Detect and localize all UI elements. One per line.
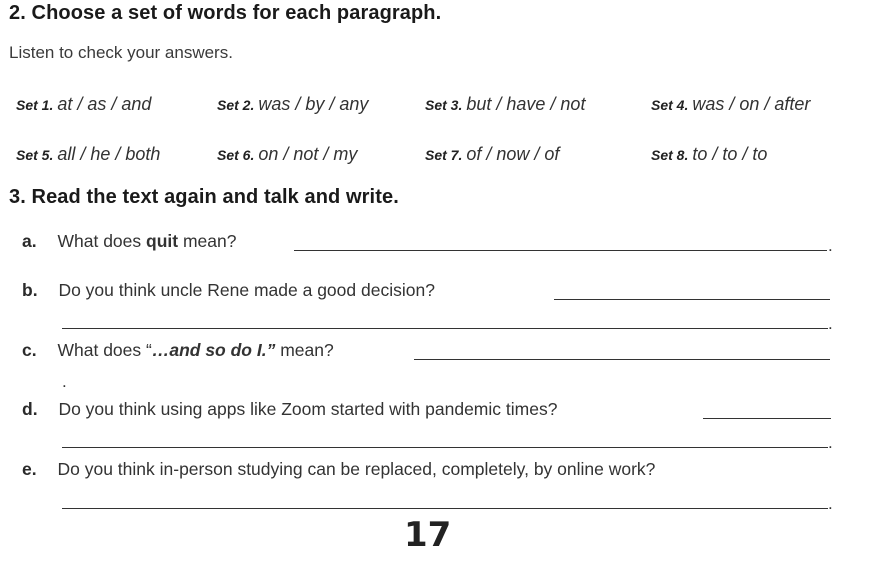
question-bold-term: quit [146, 231, 179, 251]
question-text: Do you think in-person studying can be replaced, completely, by online work? [57, 459, 656, 479]
question-a [22, 231, 236, 252]
word-set-6 [217, 144, 357, 165]
answer-line-d-1[interactable] [703, 418, 831, 419]
set-words: all / he / both [57, 144, 161, 164]
word-set-5 [16, 144, 160, 165]
answer-line-e[interactable] [62, 508, 828, 509]
word-set-1 [16, 94, 151, 115]
end-period: . [828, 236, 833, 255]
set-label: Set 2. [217, 97, 255, 113]
set-words: on / not / my [258, 144, 358, 164]
answer-line-d-2[interactable] [62, 447, 828, 448]
word-set-4 [651, 94, 810, 115]
question-e [22, 459, 655, 480]
question-text: Do you think uncle Rene made a good decision? [58, 280, 435, 300]
set-label: Set 1. [16, 97, 54, 113]
answer-line-b-2[interactable] [62, 328, 828, 329]
set-words: to / to / to [692, 144, 768, 164]
end-period: . [828, 494, 833, 513]
set-label: Set 7. [425, 147, 463, 163]
set-words: at / as / and [57, 94, 152, 114]
set-words: of / now / of [466, 144, 560, 164]
question-letter: c. [22, 340, 37, 360]
question-text-post: mean? [275, 340, 334, 360]
question-letter: b. [22, 280, 38, 300]
question-text: Do you think using apps like Zoom started with pandemic times? [58, 399, 558, 419]
question-c [22, 340, 334, 361]
end-period: . [828, 314, 833, 333]
section-2-instruction: Listen to check your answers. [9, 43, 233, 62]
set-label: Set 3. [425, 97, 463, 113]
section-2-heading: 2. Choose a set of words for each paragraph. [9, 2, 442, 24]
set-label: Set 5. [16, 147, 54, 163]
answer-line-a[interactable] [294, 250, 827, 251]
word-set-8 [651, 144, 767, 165]
section-3-heading: 3. Read the text again and talk and write. [9, 186, 399, 208]
word-set-2 [217, 94, 368, 115]
question-text-pre: What does [57, 231, 147, 251]
end-period: . [62, 372, 67, 391]
answer-line-b-1[interactable] [554, 299, 830, 300]
question-b [22, 280, 435, 301]
word-set-3 [425, 94, 585, 115]
set-label: Set 6. [217, 147, 255, 163]
end-period: . [828, 433, 833, 452]
question-d [22, 399, 557, 420]
set-words: was / by / any [258, 94, 369, 114]
question-text-post: mean? [178, 231, 237, 251]
word-set-7 [425, 144, 559, 165]
set-label: Set 8. [651, 147, 689, 163]
set-words: was / on / after [692, 94, 811, 114]
question-text-pre: What does “ [57, 340, 152, 360]
page-number: 17 [404, 515, 452, 555]
set-label: Set 4. [651, 97, 689, 113]
question-bold-term: …and so do I.” [151, 340, 276, 360]
answer-line-c[interactable] [414, 359, 830, 360]
question-letter: e. [22, 459, 37, 479]
set-words: but / have / not [466, 94, 586, 114]
question-letter: d. [22, 399, 38, 419]
question-letter: a. [22, 231, 37, 251]
